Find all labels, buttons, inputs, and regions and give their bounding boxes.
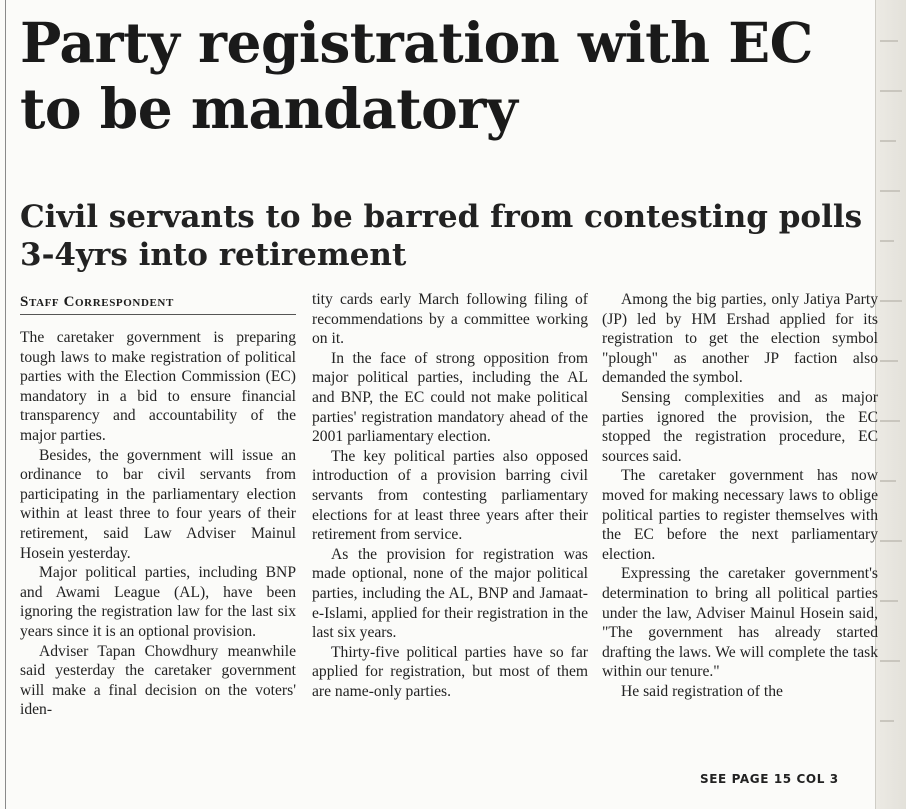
paragraph: He said registration of the xyxy=(621,682,783,700)
paragraph: Thirty-five political parties have so far applied for registration, but most of them are name-only parties. xyxy=(312,643,588,700)
paragraph: Besides, the government will issue an ordinance to bar civil servants from participating in the parliamentary election within at least three to four years of their retirement, said Law Adviser Mainul Hosein yesterday. xyxy=(20,446,296,562)
continuation-jump: SEE PAGE 15 COL 3 xyxy=(700,772,839,786)
paragraph: Among the big parties, only Jatiya Party (JP) led by HM Ershad applied for its registration to get the election symbol "plough" as another JP faction also demanded the symbol. xyxy=(602,291,878,387)
article-column-3 xyxy=(602,290,878,701)
paragraph: Adviser Tapan Chowdhury meanwhile said yesterday the caretaker government will make a final decision on the voters' iden- xyxy=(20,642,296,719)
left-column-rule xyxy=(5,0,6,809)
headline: Party registration with EC to be mandatory xyxy=(20,10,813,141)
paragraph: In the face of strong opposition from major political parties, including the AL and BNP, the EC could not make political parties' registration mandatory ahead of the 2001 parliamentary election. xyxy=(312,349,588,446)
article-column-2 xyxy=(312,290,588,701)
paragraph: The key political parties also opposed introduction of a provision barring civil servants from contesting parliamentary elections for at least three years after their retirement from service. xyxy=(312,447,588,544)
paragraph: As the provision for registration was made optional, none of the major political parties, including the AL, BNP and Jamaat-e-Islami, applied for their registration in the last six years. xyxy=(312,545,588,642)
paragraph: The caretaker government has now moved for making necessary laws to oblige political parties to register themselves with the EC before the next parliamentary election. xyxy=(602,467,878,563)
paragraph: Expressing the caretaker government's determination to bring all political parties under the law, Adviser Mainul Hosein said, "The government has already started drafting the laws. We will complete the task within our tenure." xyxy=(602,565,878,681)
paragraph: tity cards early March following filing of recommendations by a committee working on it. xyxy=(312,291,588,348)
paragraph: Major political parties, including BNP and Awami League (AL), have been ignoring the registration law for the last six years since it is an optional provision. xyxy=(20,564,296,640)
paragraph: The caretaker government is preparing tough laws to make registration of political parties with the Election Commission (EC) mandatory in a bid to ensure financial transparency and accountability of the major parties. xyxy=(20,329,296,444)
paragraph: Sensing complexities and as major parties ignored the provision, the EC stopped the registration procedure, EC sources said. xyxy=(602,388,878,465)
article-column-1 xyxy=(20,328,296,720)
subheadline: Civil servants to be barred from contesting polls 3-4yrs into retirement xyxy=(20,199,863,273)
byline: Staff Correspondent xyxy=(20,294,296,315)
